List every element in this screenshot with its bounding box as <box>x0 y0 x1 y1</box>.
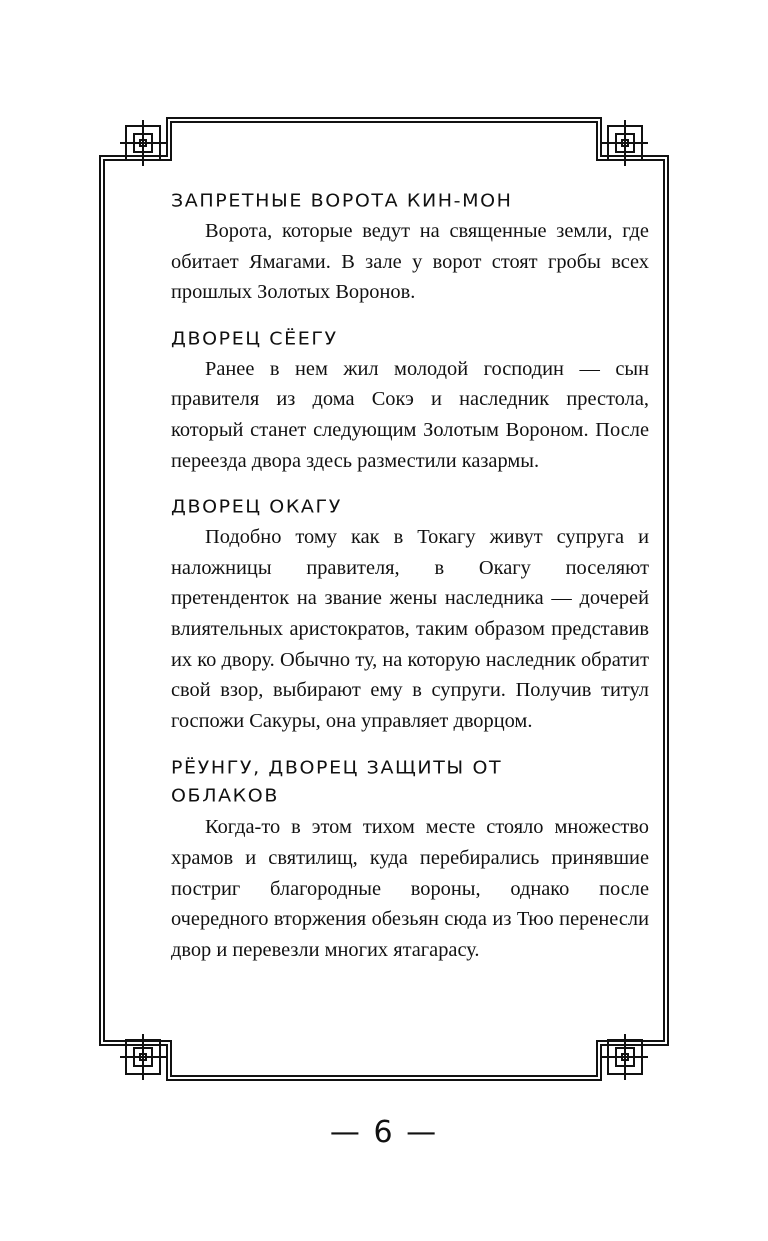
section-heading: ЗАПРЕТНЫЕ ВОРОТА КИН-МОН <box>171 190 513 212</box>
page-number: — 6 — <box>329 1115 439 1150</box>
section-heading: РЁУНГУ, ДВОРЕЦ ЗАЩИТЫ ОТ ОБЛАКОВ <box>171 758 503 807</box>
section-okagu <box>171 492 649 736</box>
corner-knot-bottom-left <box>120 1034 166 1080</box>
page-content <box>171 186 649 981</box>
corner-knot-top-right <box>602 120 648 166</box>
section-reungu <box>171 752 649 965</box>
section-text: Когда-то в этом тихом месте стояло множество храмов и святилищ, куда перебирались принявшие постриг благородные вороны, однако после очередного вторжения обезьян сюда из Тюо перенесли двор и перевезли многих ятагарасу. <box>171 816 649 961</box>
section-heading: ДВОРЕЦ ОКАГУ <box>171 497 342 518</box>
corner-knot-top-left <box>120 120 166 166</box>
section-seegu <box>171 324 649 476</box>
corner-knot-bottom-right <box>602 1034 648 1080</box>
section-heading: ДВОРЕЦ СЁЕГУ <box>171 328 338 349</box>
section-kin-mon <box>171 186 649 308</box>
section-text: Ворота, которые ведут на священные земли, где обитает Ямагами. В зале у ворот стоят гробы всех прошлых Золотых Воронов. <box>171 220 649 304</box>
section-text: Подобно тому как в Токагу живут супруга и наложницы правителя, в Окагу поселяют претенденток на звание жены наследника — дочерей влиятельных аристократов, таким образом представив их ко двору. Обычно ту, на которую наследник обратит свой взор, выбирают ему в супруги. Получив титул госпожи Сакуры, она управляет дворцом. <box>171 526 649 732</box>
section-text: Ранее в нем жил молодой господин — сын правителя из дома Сокэ и наследник престола, который станет следующим Золотым Вороном. После переезда двора здесь разместили казармы. <box>171 357 649 472</box>
